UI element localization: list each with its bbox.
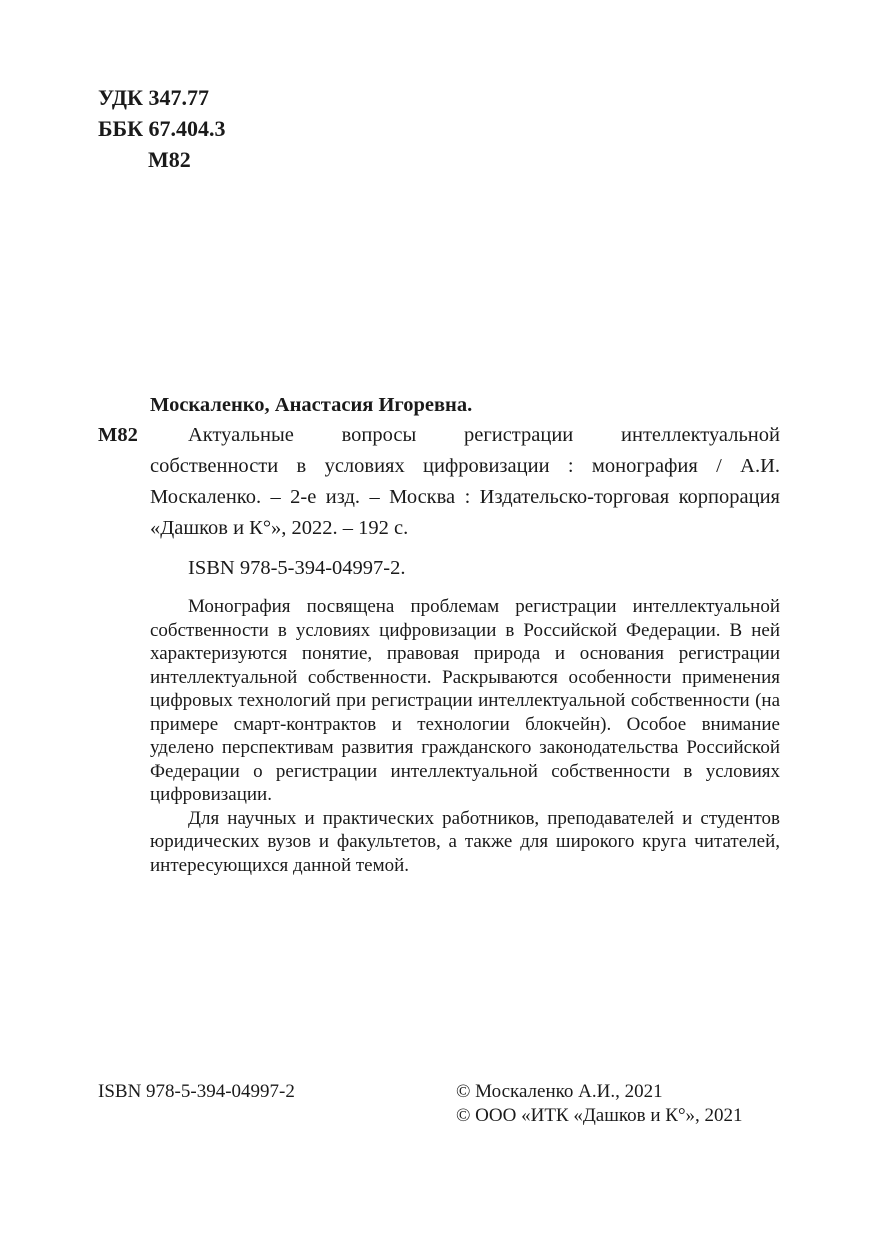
author-name: Москаленко, Анастасия Игоревна. [150, 394, 473, 416]
bibliographic-record [98, 392, 780, 877]
bbk-code: ББК 67.404.3 [98, 116, 226, 141]
abstract-paragraph-1: Монография посвящена проблемам регистрации интеллектуальной собственности в условиях цифровизации в Российской Федерации. В ней характеризуются понятие, правовая природа и основания регистрации интеллектуальной собственности. Раскрываются особенности применения цифровых технологий при регистрации интеллектуальной собственности (на примере смарт-контрактов и технологии блокчейн). Особое внимание уделено перспективам развития гражданского законодательства Российской Федерации о регистрации интеллектуальной собственности в условиях цифровизации. [150, 596, 780, 805]
copyright-author: © Москаленко А.И., 2021 [456, 1081, 663, 1102]
abstract-paragraph-2: Для научных и практических работников, преподавателей и студентов юридических вузов и факультетов, а также для широкого круга читателей, интересующихся данной темой. [150, 807, 780, 876]
record-code: М82 [98, 424, 138, 446]
abstract [150, 595, 780, 877]
record-isbn: ISBN 978-5-394-04997-2. [188, 557, 406, 579]
footer-copyright [456, 1080, 743, 1128]
author-mark: М82 [148, 147, 191, 172]
footer-isbn: ISBN 978-5-394-04997-2 [98, 1081, 295, 1102]
udk-code: УДК 347.77 [98, 85, 210, 110]
description-row [98, 420, 780, 544]
record-description: Актуальные вопросы регистрации интеллектуальной собственности в условиях цифровизации : монография / А.И. Москаленко. – 2-е изд. – Москва : Издательско-торговая корпорация «Дашков и К°», 2022. – 192 с. [150, 424, 780, 539]
copyright-publisher: © ООО «ИТК «Дашков и К°», 2021 [456, 1105, 743, 1126]
classification-block [98, 82, 226, 175]
